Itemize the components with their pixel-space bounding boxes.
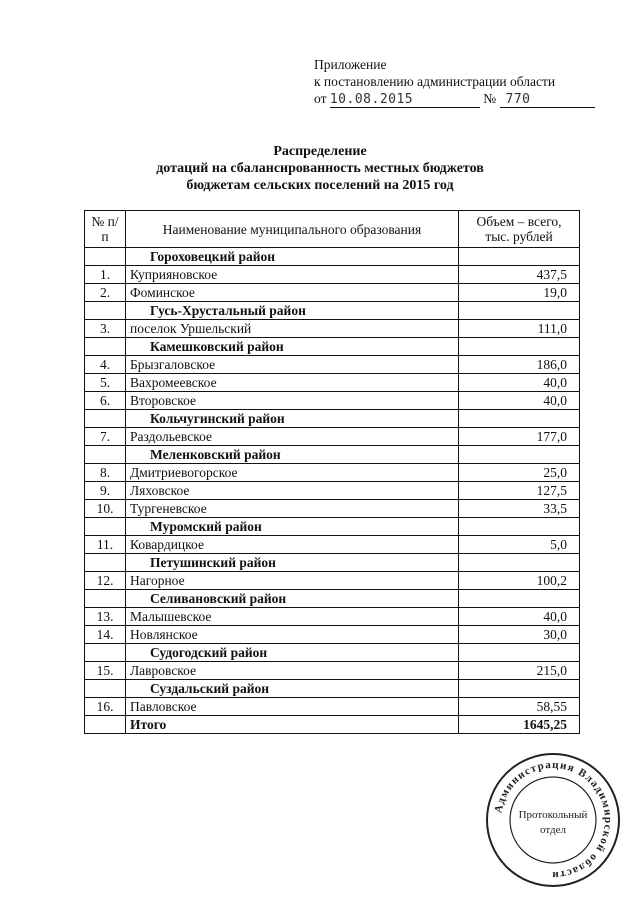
row-num: 7. — [85, 428, 126, 446]
row-value — [459, 248, 580, 266]
row-num — [85, 248, 126, 266]
row-value — [459, 338, 580, 356]
appendix-subtitle: к постановлению администрации области — [314, 74, 556, 89]
row-num: 2. — [85, 284, 126, 302]
row-num: 12. — [85, 572, 126, 590]
table-row — [85, 392, 580, 410]
district-name: Петушинский район — [126, 554, 459, 572]
district-name: Камешковский район — [126, 338, 459, 356]
row-num — [85, 554, 126, 572]
row-num — [85, 518, 126, 536]
settlement-name: Ляховское — [126, 482, 459, 500]
row-value: 30,0 — [459, 626, 580, 644]
table-row — [85, 374, 580, 392]
table-row — [85, 464, 580, 482]
appendix-header — [314, 56, 604, 108]
table-row — [85, 266, 580, 284]
row-value: 215,0 — [459, 662, 580, 680]
row-num: 8. — [85, 464, 126, 482]
table-row — [85, 428, 580, 446]
total-row — [85, 716, 580, 734]
row-num — [85, 644, 126, 662]
date-field — [330, 92, 480, 108]
stamp-center-line-1: Протокольный — [518, 809, 588, 821]
table-row — [85, 662, 580, 680]
row-num — [85, 446, 126, 464]
row-num — [85, 302, 126, 320]
row-value — [459, 554, 580, 572]
row-value: 40,0 — [459, 374, 580, 392]
table-row — [85, 500, 580, 518]
row-num — [85, 590, 126, 608]
settlement-name: Малышевское — [126, 608, 459, 626]
table-body — [85, 248, 580, 734]
row-value: 40,0 — [459, 608, 580, 626]
row-value: 5,0 — [459, 536, 580, 554]
appendix-date-line — [314, 90, 604, 108]
settlement-name: Тургеневское — [126, 500, 459, 518]
district-name: Кольчугинский район — [126, 410, 459, 428]
row-value: 111,0 — [459, 320, 580, 338]
district-name: Муромский район — [126, 518, 459, 536]
row-value: 100,2 — [459, 572, 580, 590]
row-value: 177,0 — [459, 428, 580, 446]
district-name: Гусь-Хрустальный район — [126, 302, 459, 320]
row-num: 5. — [85, 374, 126, 392]
settlement-name: Брызгаловское — [126, 356, 459, 374]
row-value — [459, 410, 580, 428]
table-row — [85, 626, 580, 644]
district-name: Суздальский район — [126, 680, 459, 698]
table-row — [85, 572, 580, 590]
total-value: 1645,25 — [459, 716, 580, 734]
district-row — [85, 248, 580, 266]
subsidy-table — [84, 210, 580, 734]
row-value: 40,0 — [459, 392, 580, 410]
row-value — [459, 680, 580, 698]
header-num: № п/п — [85, 211, 126, 248]
settlement-name: Фоминское — [126, 284, 459, 302]
row-value: 437,5 — [459, 266, 580, 284]
date-prefix: от — [314, 91, 327, 106]
row-num: 9. — [85, 482, 126, 500]
row-num: 14. — [85, 626, 126, 644]
document-title — [0, 143, 640, 194]
table-header-row — [85, 211, 580, 248]
header-value: Объем – всего, тыс. рублей — [459, 211, 580, 248]
row-num: 1. — [85, 266, 126, 284]
row-num — [85, 716, 126, 734]
stamp-ring-text: Администрация Владимирской области — [492, 758, 615, 882]
row-value: 19,0 — [459, 284, 580, 302]
table-row — [85, 320, 580, 338]
row-num: 10. — [85, 500, 126, 518]
settlement-name: Вахромеевское — [126, 374, 459, 392]
table-row — [85, 698, 580, 716]
settlement-name: Дмитриевогорское — [126, 464, 459, 482]
settlement-name: Второвское — [126, 392, 459, 410]
row-num — [85, 410, 126, 428]
table-row — [85, 482, 580, 500]
row-value — [459, 446, 580, 464]
district-row — [85, 554, 580, 572]
row-num: 13. — [85, 608, 126, 626]
district-name: Меленковский район — [126, 446, 459, 464]
settlement-name: Ковардицкое — [126, 536, 459, 554]
row-num: 15. — [85, 662, 126, 680]
title-line-3: бюджетам сельских поселений на 2015 год — [186, 178, 454, 193]
row-num: 3. — [85, 320, 126, 338]
row-value: 58,55 — [459, 698, 580, 716]
number-field — [500, 92, 595, 108]
row-num — [85, 680, 126, 698]
table-row — [85, 536, 580, 554]
row-value: 127,5 — [459, 482, 580, 500]
row-value — [459, 590, 580, 608]
district-row — [85, 590, 580, 608]
row-num: 11. — [85, 536, 126, 554]
total-label: Итого — [126, 716, 459, 734]
settlement-name: Нагорное — [126, 572, 459, 590]
district-row — [85, 410, 580, 428]
stamp-center-line-2: отдел — [540, 824, 566, 836]
table-row — [85, 608, 580, 626]
appendix-title: Приложение — [314, 57, 387, 72]
row-num: 4. — [85, 356, 126, 374]
settlement-name: Новлянское — [126, 626, 459, 644]
number-value: 770 — [505, 92, 531, 107]
settlement-name: Раздольевское — [126, 428, 459, 446]
district-name: Селивановский район — [126, 590, 459, 608]
settlement-name: Куприяновское — [126, 266, 459, 284]
row-value: 25,0 — [459, 464, 580, 482]
settlement-name: поселок Уршельский — [126, 320, 459, 338]
title-line-1: Распределение — [273, 144, 367, 159]
row-value: 33,5 — [459, 500, 580, 518]
office-stamp — [483, 750, 623, 890]
row-num — [85, 338, 126, 356]
row-value: 186,0 — [459, 356, 580, 374]
district-row — [85, 644, 580, 662]
row-value — [459, 644, 580, 662]
district-row — [85, 680, 580, 698]
date-value: 10.08.2015 — [329, 92, 414, 107]
row-num: 6. — [85, 392, 126, 410]
settlement-name: Павловское — [126, 698, 459, 716]
number-prefix: № — [483, 91, 497, 106]
title-line-2: дотаций на сбалансированность местных бюджетов — [156, 161, 484, 176]
district-row — [85, 518, 580, 536]
settlement-name: Лавровское — [126, 662, 459, 680]
row-value — [459, 518, 580, 536]
header-name: Наименование муниципального образования — [126, 211, 459, 248]
row-value — [459, 302, 580, 320]
district-row — [85, 302, 580, 320]
row-num: 16. — [85, 698, 126, 716]
district-row — [85, 338, 580, 356]
district-name: Судогодский район — [126, 644, 459, 662]
district-row — [85, 446, 580, 464]
district-name: Гороховецкий район — [126, 248, 459, 266]
table-row — [85, 356, 580, 374]
table-row — [85, 284, 580, 302]
